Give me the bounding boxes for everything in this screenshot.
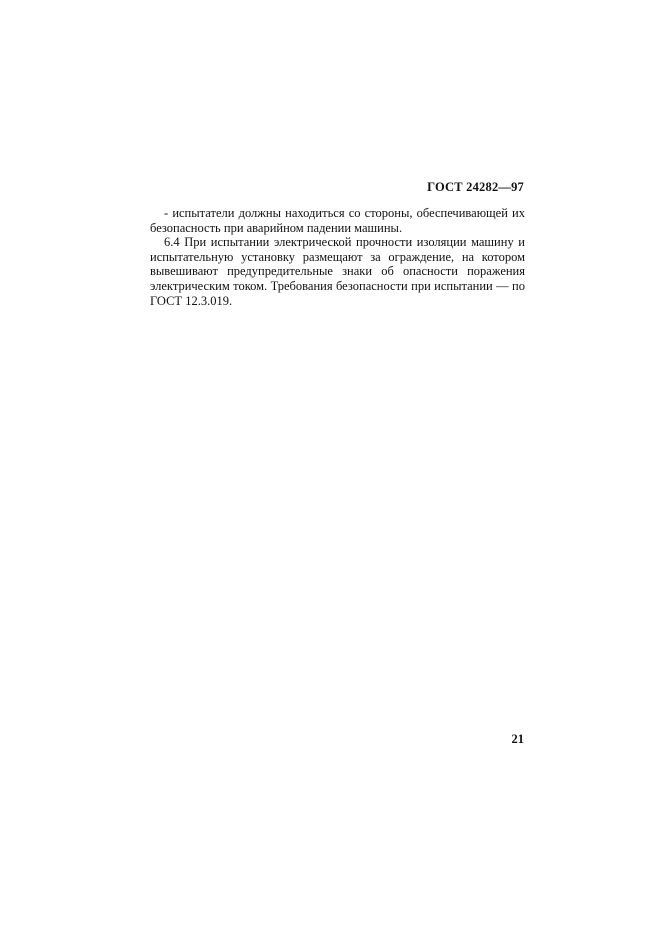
document-body <box>150 206 525 308</box>
paragraph-6-4: 6.4 При испытании электрической прочности изоляции машину и испытательную установку размещают за ограждение, на котором вывешивают предупредительные знаки об опасности поражения электрическим током. Требования безопасности при испытании — по ГОСТ 12.3.019. <box>150 235 525 308</box>
page-number: 21 <box>511 732 524 746</box>
paragraph-safety-position: - испытатели должны находиться со стороны, обеспечивающей их безопасность при аварийном падении машины. <box>150 206 525 235</box>
document-code-header: ГОСТ 24282—97 <box>427 180 524 194</box>
